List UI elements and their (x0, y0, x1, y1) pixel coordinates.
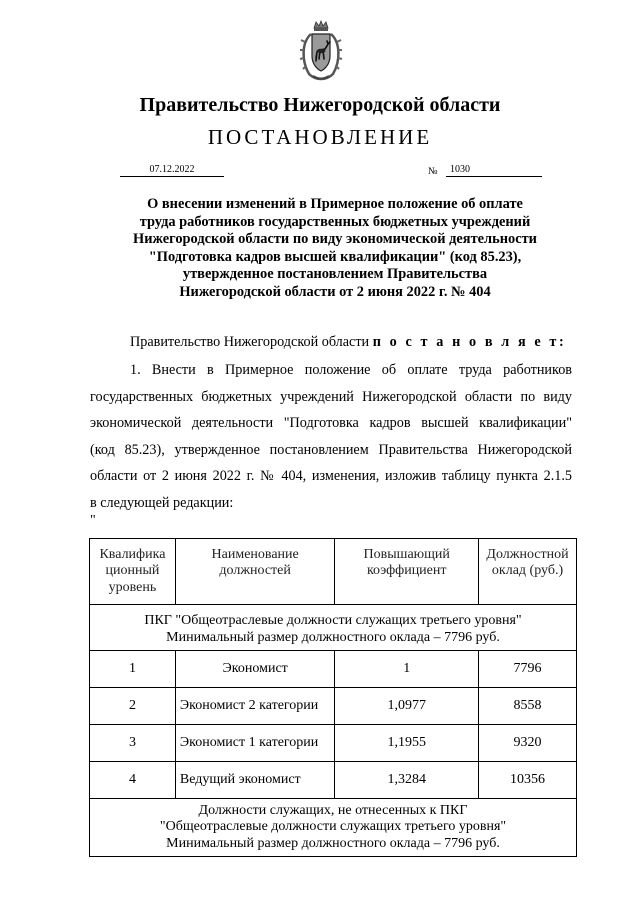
paragraph-line: области от 2 июня 2022 г. № 404, изменения, изложив таблицу пункта 2.1.5 (90, 468, 572, 485)
document-type: ПОСТАНОВЛЕНИЕ (207, 125, 433, 149)
intro-emphasis: п о с т а н о в л я е т: (372, 334, 567, 350)
level-cell: 3 (90, 725, 176, 762)
paragraph-line: 1. Внести в Примерное положение об оплате труда работников (130, 362, 572, 378)
title-line: труда работников государственных бюджетных учреждений (139, 213, 531, 230)
salary-cell: 10356 (479, 762, 577, 799)
resolution-paragraph (90, 357, 572, 517)
salary-cell: 7796 (479, 651, 577, 688)
number-sign: № (428, 166, 438, 177)
level-cell: 1 (90, 651, 176, 688)
group-cell: Должности служащих, не отнесенных к ПКГ "Общеотраслевые должности служащих третьего уровня" Минимальный размер должностного оклада – 7796 руб. (90, 799, 577, 857)
paragraph-line: в следующей редакции: (90, 494, 234, 511)
title-line: Нижегородской области по виду экономической деятельности (133, 231, 537, 248)
group-row (90, 605, 577, 651)
position-cell: Экономист 2 категории (175, 688, 335, 725)
level-cell: 4 (90, 762, 176, 799)
government-name: Правительство Нижегородской области (139, 94, 501, 116)
header-cell-salary: Должностной оклад (руб.) (479, 539, 577, 605)
paragraph-line: экономической деятельности "Подготовка кадров высшей квалификации" (90, 415, 572, 432)
title-line: утвержденное постановлением Правительства (182, 266, 488, 283)
paragraph-line: государственных бюджетных учреждений Нижегородской области по виду (90, 388, 572, 405)
position-cell: Экономист (175, 651, 335, 688)
intro-line (130, 334, 566, 351)
document-title (90, 196, 580, 302)
table-row (90, 688, 577, 725)
table-row (90, 651, 577, 688)
title-line: Нижегородской области от 2 июня 2022 г. № 404 (179, 283, 491, 300)
position-cell: Экономист 1 категории (175, 725, 335, 762)
table-header-row (90, 539, 577, 605)
coefficient-cell: 1,1955 (335, 725, 479, 762)
header-cell-position: Наименование должностей (175, 539, 335, 605)
header-cell-coefficient: Повышающий коэффициент (335, 539, 479, 605)
header-cell-level: Квалифика ционный уровень (90, 539, 176, 605)
group-row (90, 799, 577, 857)
position-cell: Ведущий экономист (175, 762, 335, 799)
table-row (90, 762, 577, 799)
document-number: 1030 (446, 163, 542, 177)
intro-text: Правительство Нижегородской области (130, 334, 373, 350)
coefficient-cell: 1 (335, 651, 479, 688)
level-cell: 2 (90, 688, 176, 725)
opening-quote: " (90, 513, 96, 528)
document-date: 07.12.2022 (120, 163, 224, 177)
salary-table (89, 538, 577, 857)
coat-of-arms-emblem (299, 20, 343, 82)
group-cell: ПКГ "Общеотраслевые должности служащих третьего уровня" Минимальный размер должностного оклада – 7796 руб. (90, 605, 577, 651)
title-line: О внесении изменений в Примерное положение об оплате (147, 196, 523, 212)
paragraph-line: (код 85.23), утвержденное постановлением Правительства Нижегородской (90, 441, 572, 458)
salary-cell: 8558 (479, 688, 577, 725)
coefficient-cell: 1,0977 (335, 688, 479, 725)
table-row (90, 725, 577, 762)
title-line: "Подготовка кадров высшей квалификации" (код 85.23), (148, 248, 522, 265)
salary-cell: 9320 (479, 725, 577, 762)
coefficient-cell: 1,3284 (335, 762, 479, 799)
